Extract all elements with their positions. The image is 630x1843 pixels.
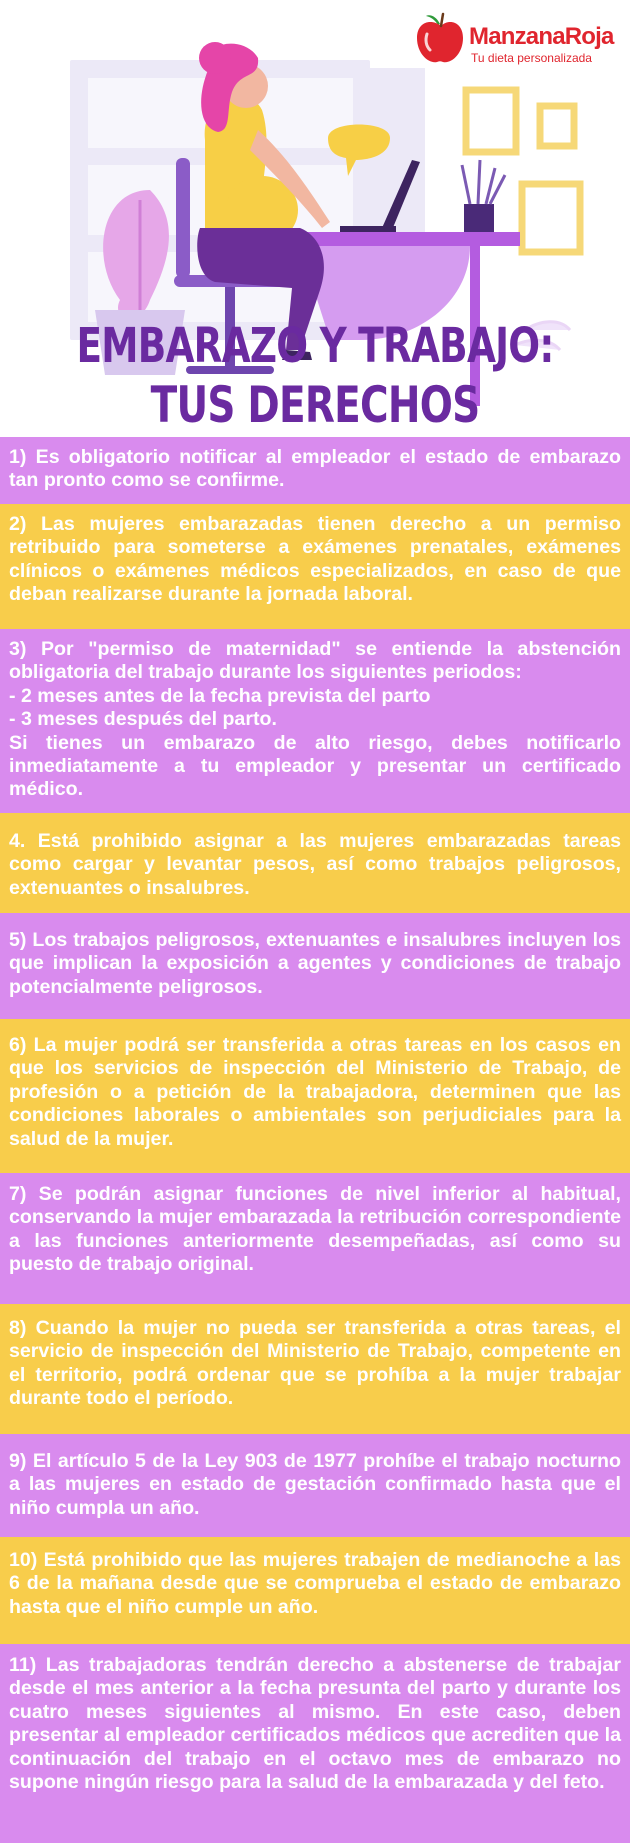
right-item-6: [0, 1019, 630, 1173]
right-item-4: [0, 813, 630, 913]
right-item-2: [0, 504, 630, 629]
right-item-text: 8) Cuando la mujer no pueda ser transferida a otras tareas, el servicio de inspección del Ministerio de Trabajo, competente en el territorio, podrá ordenar que se prohíba a la mujer trabajar durante todo el período.: [9, 1317, 621, 1410]
page-title-line-1: EMBARAZO Y TRABAJO:: [76, 318, 554, 374]
right-item-text: 9) El artículo 5 de la Ley 903 de 1977 prohíbe el trabajo nocturno a las mujeres en estado de gestación confirmado hasta que el niño cumpla un año.: [9, 1450, 621, 1519]
right-item-1: [0, 437, 630, 504]
brand-logo: [413, 6, 625, 68]
right-item-text: 5) Los trabajos peligrosos, extenuantes e insalubres incluyen los que implican la exposición a agentes y condiciones de trabajo potencialmente peligrosos.: [9, 929, 621, 998]
right-item-text: 6) La mujer podrá ser transferida a otras tareas en los casos en que los servicios de inspección del Ministerio de Trabajo, de profesión o a petición de la trabajadora, determinen que las condiciones laborales o ambientales son perjudiciales para la salud de la mujer.: [9, 1034, 621, 1150]
rights-list: [0, 437, 630, 1843]
right-item-9: [0, 1434, 630, 1537]
page-title-line-2: TUS DERECHOS: [150, 376, 480, 434]
apple-icon: [413, 8, 467, 66]
right-item-text: 2) Las mujeres embarazadas tienen derecho a un permiso retribuido para someterse a exámenes prenatales, exámenes clínicos o exámenes médicos especializados, en caso de que deban realizarse durante la jornada laboral.: [9, 513, 621, 606]
right-item-bullets: - 2 meses antes de la fecha prevista del parto - 3 meses después del parto.: [9, 684, 431, 731]
right-item-intro: 3) Por "permiso de maternidad" se entiende la abstención obligatoria del trabajo durante los siguientes periodos:: [9, 638, 621, 684]
right-item-8: [0, 1304, 630, 1434]
right-item-7: [0, 1173, 630, 1304]
right-item-text: 7) Se podrán asignar funciones de nivel inferior al habitual, conservando la mujer embarazada la retribución correspondiente a las funciones anteriormente desempeñadas, así como su puesto de trabajo original.: [9, 1183, 621, 1276]
right-item-text: 10) Está prohibido que las mujeres trabajen de medianoche a las 6 de la mañana desde que se comprueba el estado de embarazo hasta que el niño cumple un año.: [9, 1549, 621, 1618]
right-item-text: 11) Las trabajadoras tendrán derecho a abstenerse de trabajar desde el mes anterior a la fecha presunta del parto y durante los cuatro meses siguientes al mismo. En este caso, deben presentar al empleador certificados médicos que acrediten que la continuación del trabajo en el octavo mes de embarazo no supone ningún riesgo para la salud de la embarazada y del feto.: [9, 1654, 621, 1794]
right-item-outro: Si tienes un embarazo de alto riesgo, debes notificarlo inmediatamente a tu empleador y presentar un certificado médico.: [9, 731, 621, 801]
right-item-5: [0, 913, 630, 1019]
right-item-text: 1) Es obligatorio notificar al empleador el estado de embarazo tan pronto como se confirme.: [9, 446, 621, 492]
right-item-3: [0, 629, 630, 813]
right-item-text: 4. Está prohibido asignar a las mujeres embarazadas tareas como cargar y levantar pesos, así como trabajos peligrosos, extenuantes o insalubres.: [9, 830, 621, 899]
brand-tagline: Tu dieta personalizada: [471, 51, 592, 65]
brand-name: ManzanaRoja: [469, 23, 614, 50]
right-item-11: [0, 1644, 630, 1843]
hero-illustration: [0, 0, 630, 437]
right-item-10: [0, 1537, 630, 1644]
